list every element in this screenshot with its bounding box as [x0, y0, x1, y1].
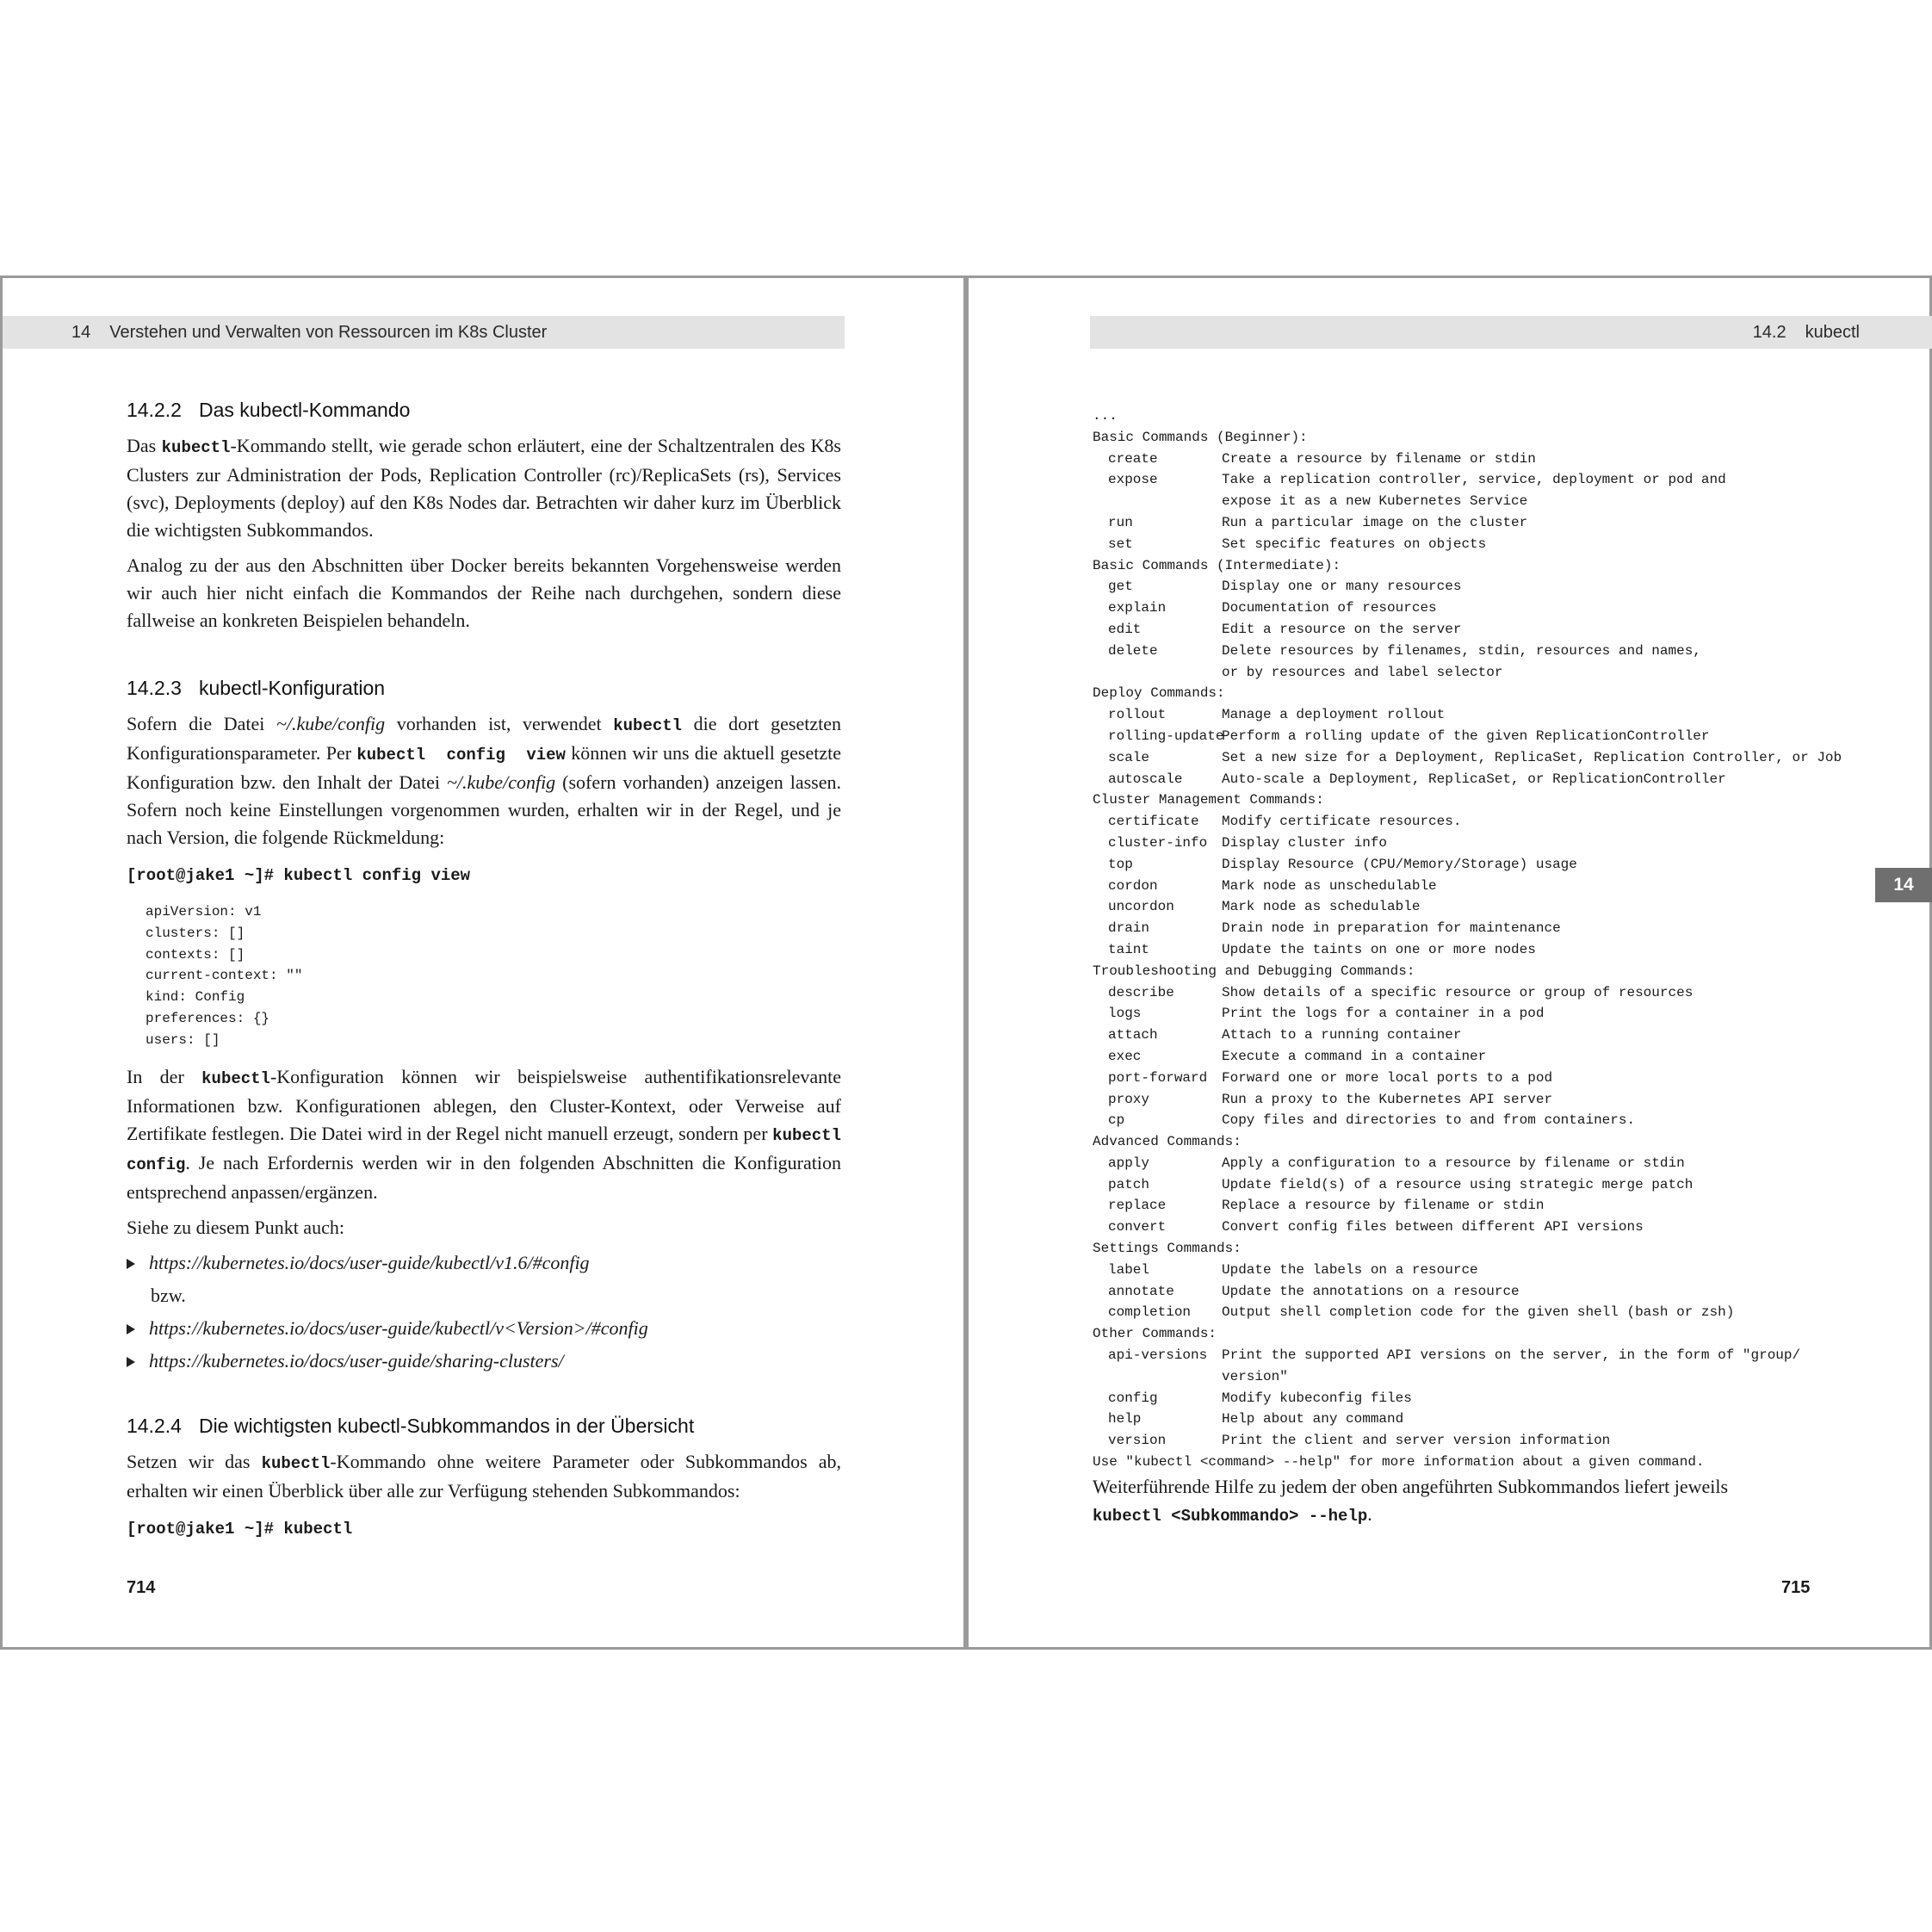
help-command-line [1093, 512, 1816, 534]
help-command-line [1093, 1003, 1816, 1025]
help-command-line [1093, 918, 1816, 939]
help-command-description: Apply a configuration to a resource by filename or stdin [1222, 1155, 1685, 1171]
section-heading-14-2-4: 14.2.4 Die wichtigsten kubectl-Subkommandos in der Übersicht [127, 1414, 695, 1437]
help-command-line [1093, 876, 1816, 897]
help-command-name: uncordon [1108, 899, 1174, 915]
section-heading-14-2-3: 14.2.3 kubectl-Konfiguration [127, 677, 386, 699]
section-number: 14.2 [1752, 322, 1786, 342]
help-command-name: version [1108, 1433, 1167, 1449]
left-page [0, 276, 966, 1650]
link-list [127, 1315, 841, 1375]
link-list [127, 1249, 841, 1277]
help-command-line [1093, 704, 1816, 726]
link-separator: bzw. [151, 1284, 186, 1306]
help-command-line [1093, 726, 1816, 747]
help-command-description: Help about any command [1222, 1411, 1404, 1427]
help-command-description: Convert config files between different API versions [1222, 1219, 1644, 1235]
help-command-line [1093, 811, 1816, 833]
help-command-description: Execute a command in a container [1222, 1048, 1487, 1064]
help-command-description: Create a resource by filename or stdin [1222, 450, 1536, 467]
help-group-line: Basic Commands (Beginner): [1093, 429, 1308, 445]
help-command-description: Display one or many resources [1222, 579, 1462, 595]
help-command-description: Modify certificate resources. [1222, 814, 1462, 830]
help-command-name [1093, 491, 1222, 512]
help-command-line [1093, 1046, 1816, 1068]
help-command-name: help [1108, 1411, 1142, 1427]
help-command-description: Update field(s) of a resource using strategic merge patch [1222, 1176, 1694, 1192]
help-command-line [1093, 1153, 1816, 1174]
code-block: apiVersion: v1 clusters: [] contexts: [] current-context: "" kind: Config preferences: {} users: [] [146, 904, 303, 1048]
help-command-description: Mark node as schedulable [1222, 899, 1421, 915]
help-command-name: autoscale [1108, 771, 1183, 787]
paragraph: Analog zu der aus den Abschnitten über Docker bereits bekannten Vorgehensweise werden wir auch hier nicht einfach die Kommandos der Reihe nach durchgehen, sondern diese fallweise an konkreten Beispielen behandeln. [127, 554, 841, 631]
help-command-description: Print the logs for a container in a pod [1222, 1006, 1545, 1022]
link-item[interactable]: https://kubernetes.io/docs/user-guide/kubectl/v1.6/#config [127, 1249, 841, 1277]
help-command-line [1093, 1025, 1816, 1046]
paragraph: In der kubectl-Konfiguration können wir beispielsweise authentifikationsrelevante Informationen bzw. Konfigurationen ablegen, den Cluster-Kontext, oder Verweise auf Zertifikate festlegen. Die Datei wird in der Regel nicht manuell erzeugt, sondern per kubectl config. Je nach Erfordernis werden wir in den folgenden Abschnitten die Konfiguration entsprechend anpassen/ergänzen. [127, 1065, 841, 1203]
help-group-line: Troubleshooting and Debugging Commands: [1093, 963, 1415, 979]
help-command-line [1093, 1195, 1816, 1217]
help-command-line [1093, 896, 1816, 918]
section-heading-14-2-2: 14.2.2 Das kubectl-Kommando [127, 399, 411, 421]
chapter-title: Verstehen und Verwalten von Ressourcen im K8s Cluster [109, 322, 548, 342]
chapter-thumb-tab: 14 [1875, 868, 1932, 902]
help-command-line [1093, 491, 1816, 512]
help-group-line: Basic Commands (Intermediate): [1093, 557, 1341, 573]
help-command-line [1093, 939, 1816, 961]
help-command-name: scale [1108, 749, 1150, 765]
help-command-line [1093, 534, 1816, 555]
help-command-line [1093, 833, 1816, 854]
help-command-description: Documentation of resources [1222, 600, 1437, 616]
help-command-name: rollout [1108, 707, 1167, 723]
help-command-description: Modify kubeconfig files [1222, 1390, 1412, 1406]
running-head-right [1090, 316, 1932, 349]
right-page [966, 276, 1932, 1650]
command-line: [root@jake1 ~]# kubectl config view [127, 866, 471, 885]
help-group-line: ... [1093, 408, 1118, 424]
help-command-name: replace [1108, 1198, 1167, 1214]
help-command-description: Drain node in preparation for maintenance [1222, 920, 1561, 937]
help-command-name: delete [1108, 642, 1158, 659]
help-command-name [1093, 1366, 1222, 1388]
help-command-name: port-forward [1108, 1069, 1208, 1086]
help-command-name: completion [1108, 1304, 1192, 1321]
help-command-line [1093, 1366, 1816, 1388]
help-command-name: create [1108, 450, 1158, 467]
help-command-name: exec [1108, 1048, 1142, 1064]
help-group-line: Settings Commands: [1093, 1241, 1242, 1257]
help-command-name: patch [1108, 1176, 1150, 1192]
help-command-description: Set specific features on objects [1222, 536, 1487, 552]
kubectl-help-output [1093, 406, 1842, 1473]
help-command-name: set [1108, 536, 1133, 552]
help-command-name: cluster-info [1108, 834, 1208, 851]
help-command-name: api-versions [1108, 1347, 1208, 1364]
help-command-description: Update the taints on one or more nodes [1222, 941, 1536, 957]
help-command-description: Run a particular image on the cluster [1222, 514, 1528, 530]
help-command-line [1093, 1068, 1816, 1089]
paragraph: Sofern die Datei ~/.kube/config vorhanden ist, verwendet kubectl die dort gesetzten Konfigurationsparameter. Per kubectl config view können wir uns die aktuell gesetzte Konfiguration bzw. den Inhalt der Datei ~/.kube/config (sofern vorhanden) anzeigen lassen. Sofern noch keine Einstellungen vorgenommen wurden, erhalten wir in der Regel, und je nach Version, die folgende Rückmeldung: [127, 713, 842, 848]
help-group-line: Advanced Commands: [1093, 1134, 1242, 1150]
left-content [127, 399, 841, 1555]
page-number-left: 714 [127, 1578, 156, 1597]
help-command-description: Manage a deployment rollout [1222, 707, 1446, 723]
help-group-line: Use "kubectl <command> --help" for more information about a given command. [1093, 1454, 1705, 1471]
help-command-line [1093, 1260, 1816, 1281]
help-command-description: or by resources and label selector [1222, 664, 1503, 680]
help-command-description: Perform a rolling update of the given ReplicationController [1222, 728, 1710, 744]
help-command-description: Output shell completion code for the given shell (bash or zsh) [1222, 1304, 1735, 1321]
help-command-name: cp [1108, 1112, 1125, 1129]
help-command-name: explain [1108, 600, 1167, 616]
help-command-description: Run a proxy to the Kubernetes API server [1222, 1091, 1553, 1107]
help-command-description: expose it as a new Kubernetes Service [1222, 493, 1528, 510]
page-number-right: 715 [1781, 1578, 1811, 1597]
help-command-name: taint [1108, 941, 1150, 957]
help-command-line [1093, 1089, 1816, 1111]
help-command-description: version" [1222, 1368, 1288, 1384]
help-command-name: expose [1108, 472, 1158, 488]
help-command-line [1093, 1409, 1816, 1430]
help-group-line: Cluster Management Commands: [1093, 792, 1324, 808]
help-command-line [1093, 576, 1816, 598]
help-command-line [1093, 1217, 1816, 1238]
paragraph: Setzen wir das kubectl-Kommando ohne weitere Parameter oder Subkommandos ab, erhalten wir einen Überblick über alle zur Verfügung stehenden Subkommandos: [127, 1450, 842, 1502]
help-command-line [1093, 1174, 1816, 1196]
help-command-line [1093, 1430, 1816, 1452]
chapter-number: 14 [71, 322, 91, 342]
help-command-description: Set a new size for a Deployment, ReplicaSet, Replication Controller, or Job [1222, 749, 1842, 765]
help-command-name: cordon [1108, 877, 1158, 894]
help-command-description: Update the labels on a resource [1222, 1261, 1478, 1278]
running-head-left [3, 316, 845, 349]
help-command-description: Copy files and directories to and from containers. [1222, 1112, 1636, 1129]
help-command-line [1093, 641, 1816, 662]
help-command-name: annotate [1108, 1283, 1174, 1299]
help-command-name: attach [1108, 1027, 1158, 1043]
help-command-description: Show details of a specific resource or group of resources [1222, 984, 1694, 1000]
help-command-line [1093, 1110, 1816, 1131]
command-line: [root@jake1 ~]# kubectl [127, 1519, 353, 1539]
link-item[interactable]: https://kubernetes.io/docs/user-guide/sharing-clusters/ [127, 1347, 841, 1375]
help-command-description: Print the supported API versions on the server, in the form of "group/ [1222, 1347, 1801, 1364]
help-command-description: Auto-scale a Deployment, ReplicaSet, or ReplicationController [1222, 771, 1726, 787]
help-command-description: Update the annotations on a resource [1222, 1283, 1520, 1299]
help-command-description: Mark node as unschedulable [1222, 877, 1437, 894]
help-command-name: get [1108, 579, 1133, 595]
help-command-line [1093, 619, 1816, 641]
help-command-line [1093, 662, 1816, 684]
help-command-line [1093, 769, 1816, 790]
help-command-line [1093, 1281, 1816, 1303]
help-command-name: apply [1108, 1155, 1150, 1171]
help-command-description: Forward one or more local ports to a pod [1222, 1069, 1553, 1086]
help-command-name: config [1108, 1390, 1158, 1406]
help-command-line [1093, 1388, 1816, 1409]
help-command-line [1093, 1302, 1816, 1323]
link-item[interactable]: https://kubernetes.io/docs/user-guide/kubectl/v<Version>/#config [127, 1315, 841, 1342]
help-command-description: Attach to a running container [1222, 1027, 1462, 1043]
help-command-description: Delete resources by filenames, stdin, resources and names, [1222, 642, 1701, 659]
help-command-description: Edit a resource on the server [1222, 621, 1462, 637]
paragraph: Siehe zu diesem Punkt auch: [127, 1216, 344, 1238]
help-command-name: edit [1108, 621, 1142, 637]
help-command-name: top [1108, 856, 1133, 872]
help-command-line [1093, 598, 1816, 619]
help-group-line: Other Commands: [1093, 1326, 1217, 1342]
help-command-line [1093, 982, 1816, 1004]
help-command-name: logs [1108, 1006, 1142, 1022]
help-command-name [1093, 662, 1222, 684]
help-command-description: Print the client and server version information [1222, 1433, 1611, 1449]
help-command-name: certificate [1108, 814, 1199, 830]
help-command-line [1093, 1345, 1816, 1366]
help-command-line [1093, 747, 1842, 769]
help-command-name: label [1108, 1261, 1150, 1278]
help-command-description: Display Resource (CPU/Memory/Storage) usage [1222, 856, 1577, 872]
paragraph: Das kubectl-Kommando stellt, wie gerade schon erläutert, eine der Schaltzentralen des K8s Clusters zur Administration der Pods, Replication Controller (rc)/ReplicaSets (rs), Services (svc), Deployments (deploy) auf den K8s Nodes dar. Betrachten wir daher kurz im Überblick die wichtigsten Subkommandos. [127, 435, 841, 541]
help-command-line [1093, 469, 1816, 491]
help-command-description: Replace a resource by filename or stdin [1222, 1198, 1545, 1214]
help-command-name: proxy [1108, 1091, 1150, 1107]
help-command-name: convert [1108, 1219, 1167, 1235]
help-group-line: Deploy Commands: [1093, 685, 1225, 702]
right-content [1093, 406, 1842, 1538]
paragraph: Weiterführende Hilfe zu jedem der oben angeführten Subkommandos liefert jeweils kubectl <Subkommando> --help. [1093, 1475, 1729, 1526]
help-command-name: run [1108, 514, 1133, 530]
help-command-description: Display cluster info [1222, 834, 1388, 851]
help-command-name: drain [1108, 920, 1150, 937]
help-command-name: describe [1108, 984, 1174, 1000]
help-command-name: rolling-update [1108, 728, 1224, 744]
help-command-description: Take a replication controller, service, deployment or pod and [1222, 472, 1726, 488]
help-command-line [1093, 449, 1816, 470]
help-command-line [1093, 854, 1816, 876]
section-title: kubectl [1805, 322, 1860, 342]
